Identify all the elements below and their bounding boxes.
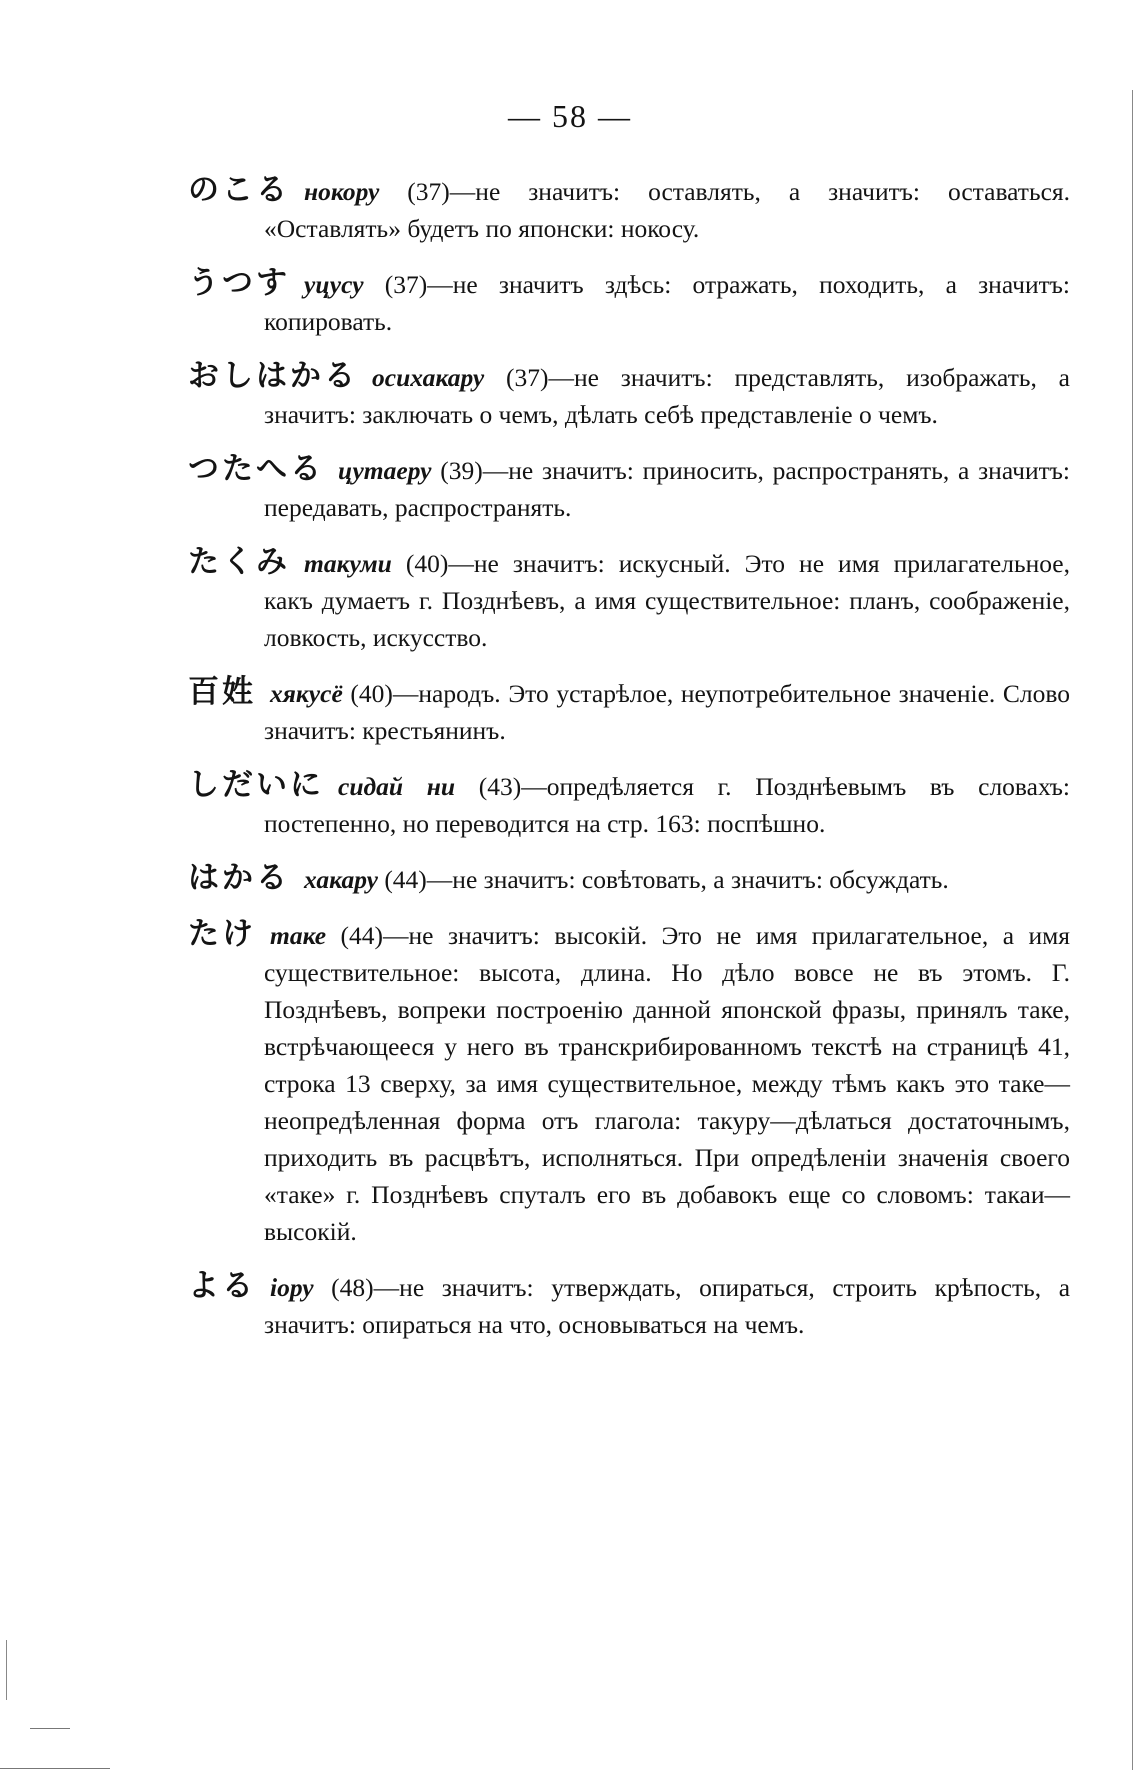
headword: しだいに <box>188 767 324 803</box>
headword: はかる <box>188 860 290 896</box>
entry <box>188 544 1070 656</box>
entry <box>188 265 1070 340</box>
entry-text: не значитъ: искусный. Это не имя прилагательное, какъ думаетъ г. Позднѣевъ, а имя существительное: планъ, соображеніе, ловкость, искусство. <box>264 549 1070 652</box>
entry-text: не значитъ: оставлять, а значитъ: оставаться. «Оставлять» будетъ по японски: нокосу. <box>264 177 1071 243</box>
transliteration: цутаеру <box>338 456 432 485</box>
headword: たくみ <box>188 544 290 580</box>
transliteration: уцусу <box>304 270 364 299</box>
headword: たけ <box>188 916 256 952</box>
transliteration: сидай ни <box>338 772 456 801</box>
entry-text: не значитъ: высокій. Это не имя прилагательное, а имя существительное: высота, длина. Но дѣло вовсе не въ этомъ. Г. Позднѣевъ, вопреки построенію данной японской фразы, принялъ таке, встрѣчающееся у него въ транскрибированномъ текстѣ на страницѣ 41, строка 13 сверху, за имя существительное, между тѣмъ какъ это таке—неопредѣленная форма отъ глагола: такуру—дѣлаться достаточнымъ, приходить въ расцвѣтъ, исполняться. При опредѣленіи значенія своего «таке» г. Позднѣевъ спуталъ его въ добавокъ еще со словомъ: такаи—высокій. <box>264 921 1070 1246</box>
entry <box>188 860 1070 898</box>
transliteration: осихакару <box>372 363 485 392</box>
entry <box>188 1268 1070 1343</box>
entry-text: не значитъ: представлять, изображать, а значитъ: заключать о чемъ, дѣлать себѣ представленіе о чемъ. <box>264 363 1070 429</box>
page-reference: (37)— <box>379 177 476 206</box>
headword: つたへる <box>188 451 324 487</box>
entry-text: народъ. Это устарѣлое, неупотребительное значеніе. Слово значитъ: крестьянинъ. <box>264 679 1071 745</box>
scan-footer-rule <box>0 1768 110 1769</box>
entry-text: не значитъ: утверждать, опираться, строить крѣпость, а значитъ: опираться на что, основываться на чемъ. <box>264 1273 1071 1339</box>
page-number: — 58 — <box>508 98 632 134</box>
page-reference: (40)— <box>391 549 474 578</box>
page-reference: (37)— <box>363 270 453 299</box>
headword: 百姓 <box>188 674 256 710</box>
page-reference: (37)— <box>484 363 574 392</box>
transliteration: хакару <box>304 865 378 894</box>
transliteration: іору <box>270 1273 314 1302</box>
headword: のこる <box>188 172 290 208</box>
page-reference: (48)— <box>313 1273 400 1302</box>
transliteration: нокору <box>304 177 380 206</box>
scan-edge-line-left <box>6 1640 7 1700</box>
entry-text: опредѣляется г. Позднѣевымъ въ словахъ: постепенно, но переводится на стр. 163: поспѣшно. <box>264 772 1071 838</box>
entry-text: не значитъ здѣсь: отражать, походить, а значитъ: копировать. <box>264 270 1071 336</box>
entry-text: не значитъ: приносить, распространять, а значитъ: передавать, распространять. <box>264 456 1070 522</box>
entry <box>188 451 1070 526</box>
transliteration: таке <box>270 921 327 950</box>
headword: おしはかる <box>188 358 358 394</box>
dictionary-entries <box>188 172 1070 1361</box>
page-reference: (44)— <box>377 865 453 894</box>
page-reference: (39)— <box>431 456 509 485</box>
entry <box>188 172 1070 247</box>
transliteration: хякусё <box>270 679 343 708</box>
page-reference: (44)— <box>326 921 409 950</box>
entry <box>188 358 1070 433</box>
page-reference: (43)— <box>455 772 547 801</box>
entry <box>188 674 1070 749</box>
entry <box>188 767 1070 842</box>
transliteration: такуми <box>304 549 392 578</box>
headword: よる <box>188 1268 256 1304</box>
scan-footer-rule <box>30 1728 70 1729</box>
entry <box>188 916 1070 1250</box>
scan-edge-line <box>1132 90 1133 1770</box>
headword: うつす <box>188 265 290 301</box>
entry-text: не значитъ: совѣтовать, а значитъ: обсуждать. <box>452 865 949 894</box>
page-reference: (40)— <box>342 679 419 708</box>
